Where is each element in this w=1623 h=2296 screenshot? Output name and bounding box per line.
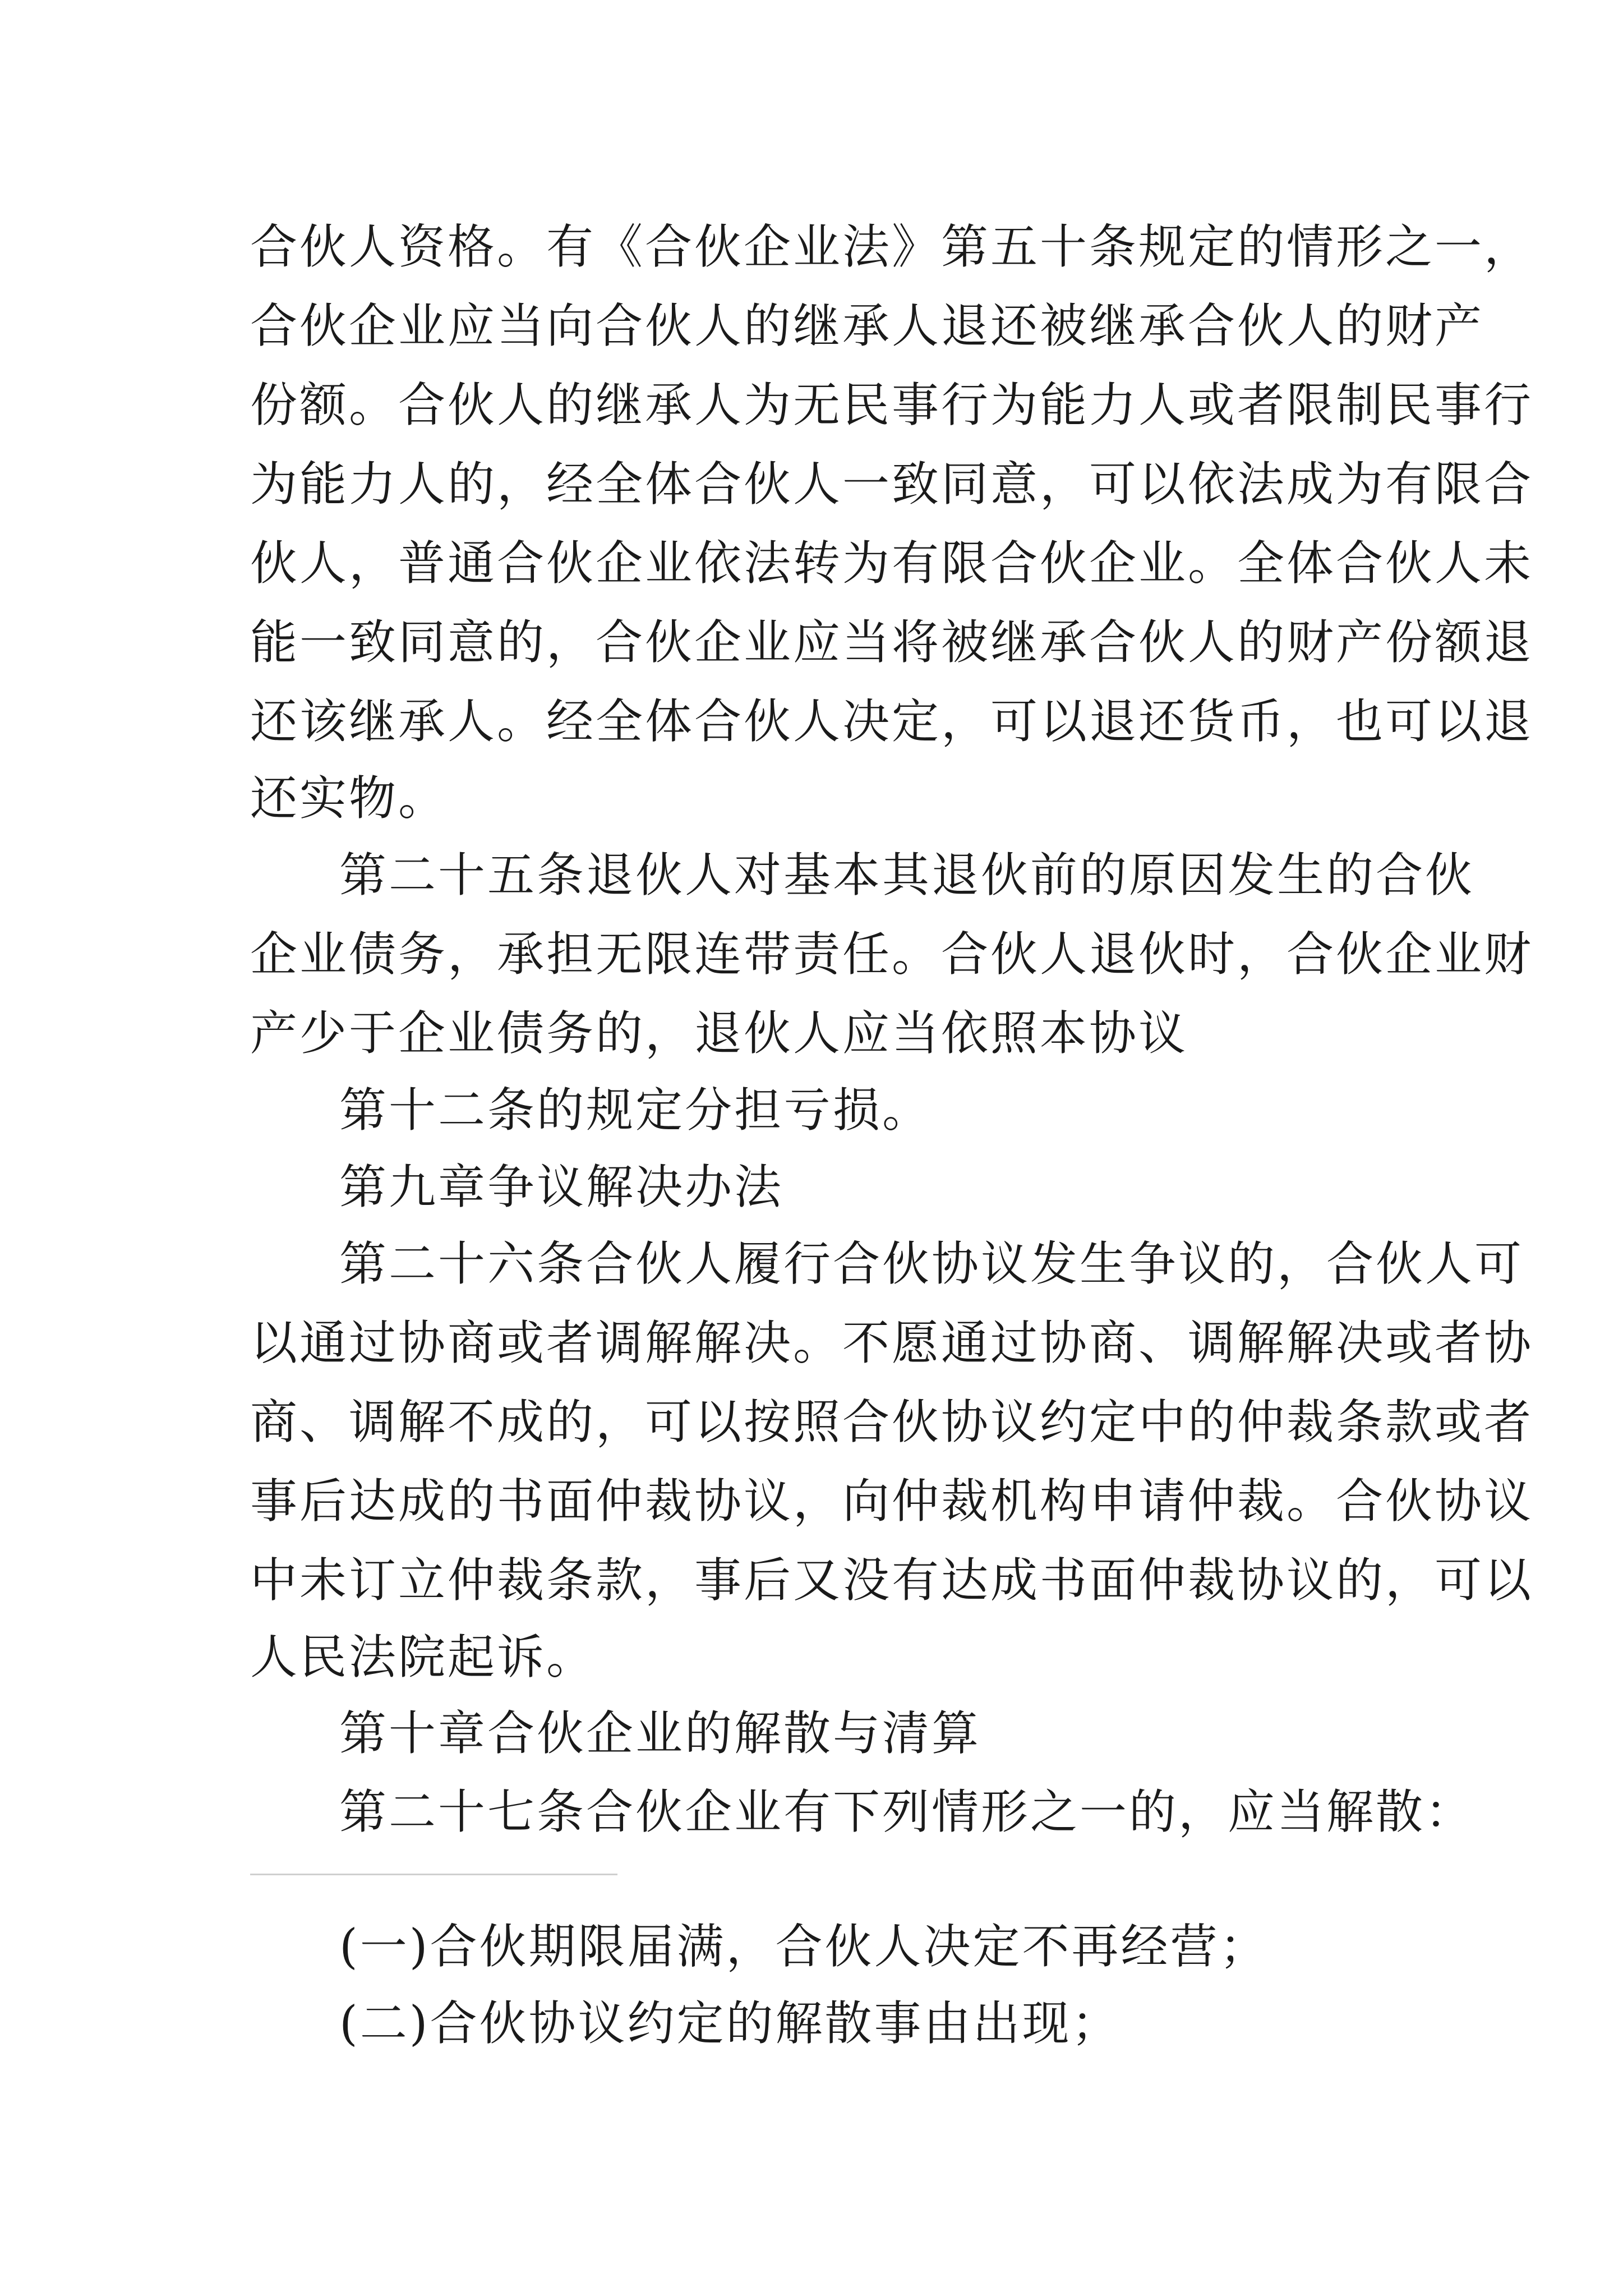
- body-line: 第十二条的规定分担亏损。: [339, 1083, 932, 1138]
- body-line: 产少于企业债务的，退伙人应当依照本协议: [250, 1006, 1188, 1061]
- body-line: 企业债务，承担无限连带责任。合伙人退伙时，合伙企业财: [250, 927, 1534, 982]
- body-line: 为能力人的，经全体合伙人一致同意，可以依法成为有限合: [250, 457, 1534, 512]
- body-line: 能一致同意的，合伙企业应当将被继承合伙人的财产份额退: [250, 615, 1534, 670]
- list-item: (一)合伙期限届满，合伙人决定不再经营；: [339, 1919, 1269, 1974]
- article-25-line: 第二十五条退伙人对基本其退伙前的原因发生的合伙: [339, 848, 1475, 903]
- body-line: 合伙人资格。有《合伙企业法》第五十条规定的情形之一，: [250, 219, 1534, 274]
- footnote-separator: [250, 1874, 617, 1875]
- body-line: 还该继承人。经全体合伙人决定，可以退还货币，也可以退: [250, 694, 1534, 749]
- list-item: (二)合伙协议约定的解散事由出现；: [339, 1996, 1121, 2051]
- article-27-line: 第二十七条合伙企业有下列情形之一的，应当解散：: [339, 1784, 1475, 1839]
- body-line: 还实物。: [250, 771, 448, 826]
- chapter-9-heading: 第九章争议解决办法: [339, 1159, 784, 1214]
- body-line: 伙人，普通合伙企业依法转为有限合伙企业。全体合伙人未: [250, 536, 1534, 591]
- body-line: 合伙企业应当向合伙人的继承人退还被继承合伙人的财产: [250, 298, 1484, 353]
- body-line: 商、调解不成的，可以按照合伙协议约定中的仲裁条款或者: [250, 1395, 1534, 1450]
- body-line: 份额。合伙人的继承人为无民事行为能力人或者限制民事行: [250, 378, 1534, 432]
- body-line: 人民法院起诉。: [250, 1630, 596, 1685]
- body-line: 以通过协商或者调解解决。不愿通过协商、调解解决或者协: [250, 1315, 1534, 1370]
- article-26-line: 第二十六条合伙人履行合伙协议发生争议的，合伙人可: [339, 1236, 1524, 1291]
- body-line: 事后达成的书面仲裁协议，向仲裁机构申请仲裁。合伙协议: [250, 1474, 1534, 1529]
- body-line: 中未订立仲裁条款，事后又没有达成书面仲裁协议的，可以: [250, 1553, 1534, 1608]
- chapter-10-heading: 第十章合伙企业的解散与清算: [339, 1706, 981, 1761]
